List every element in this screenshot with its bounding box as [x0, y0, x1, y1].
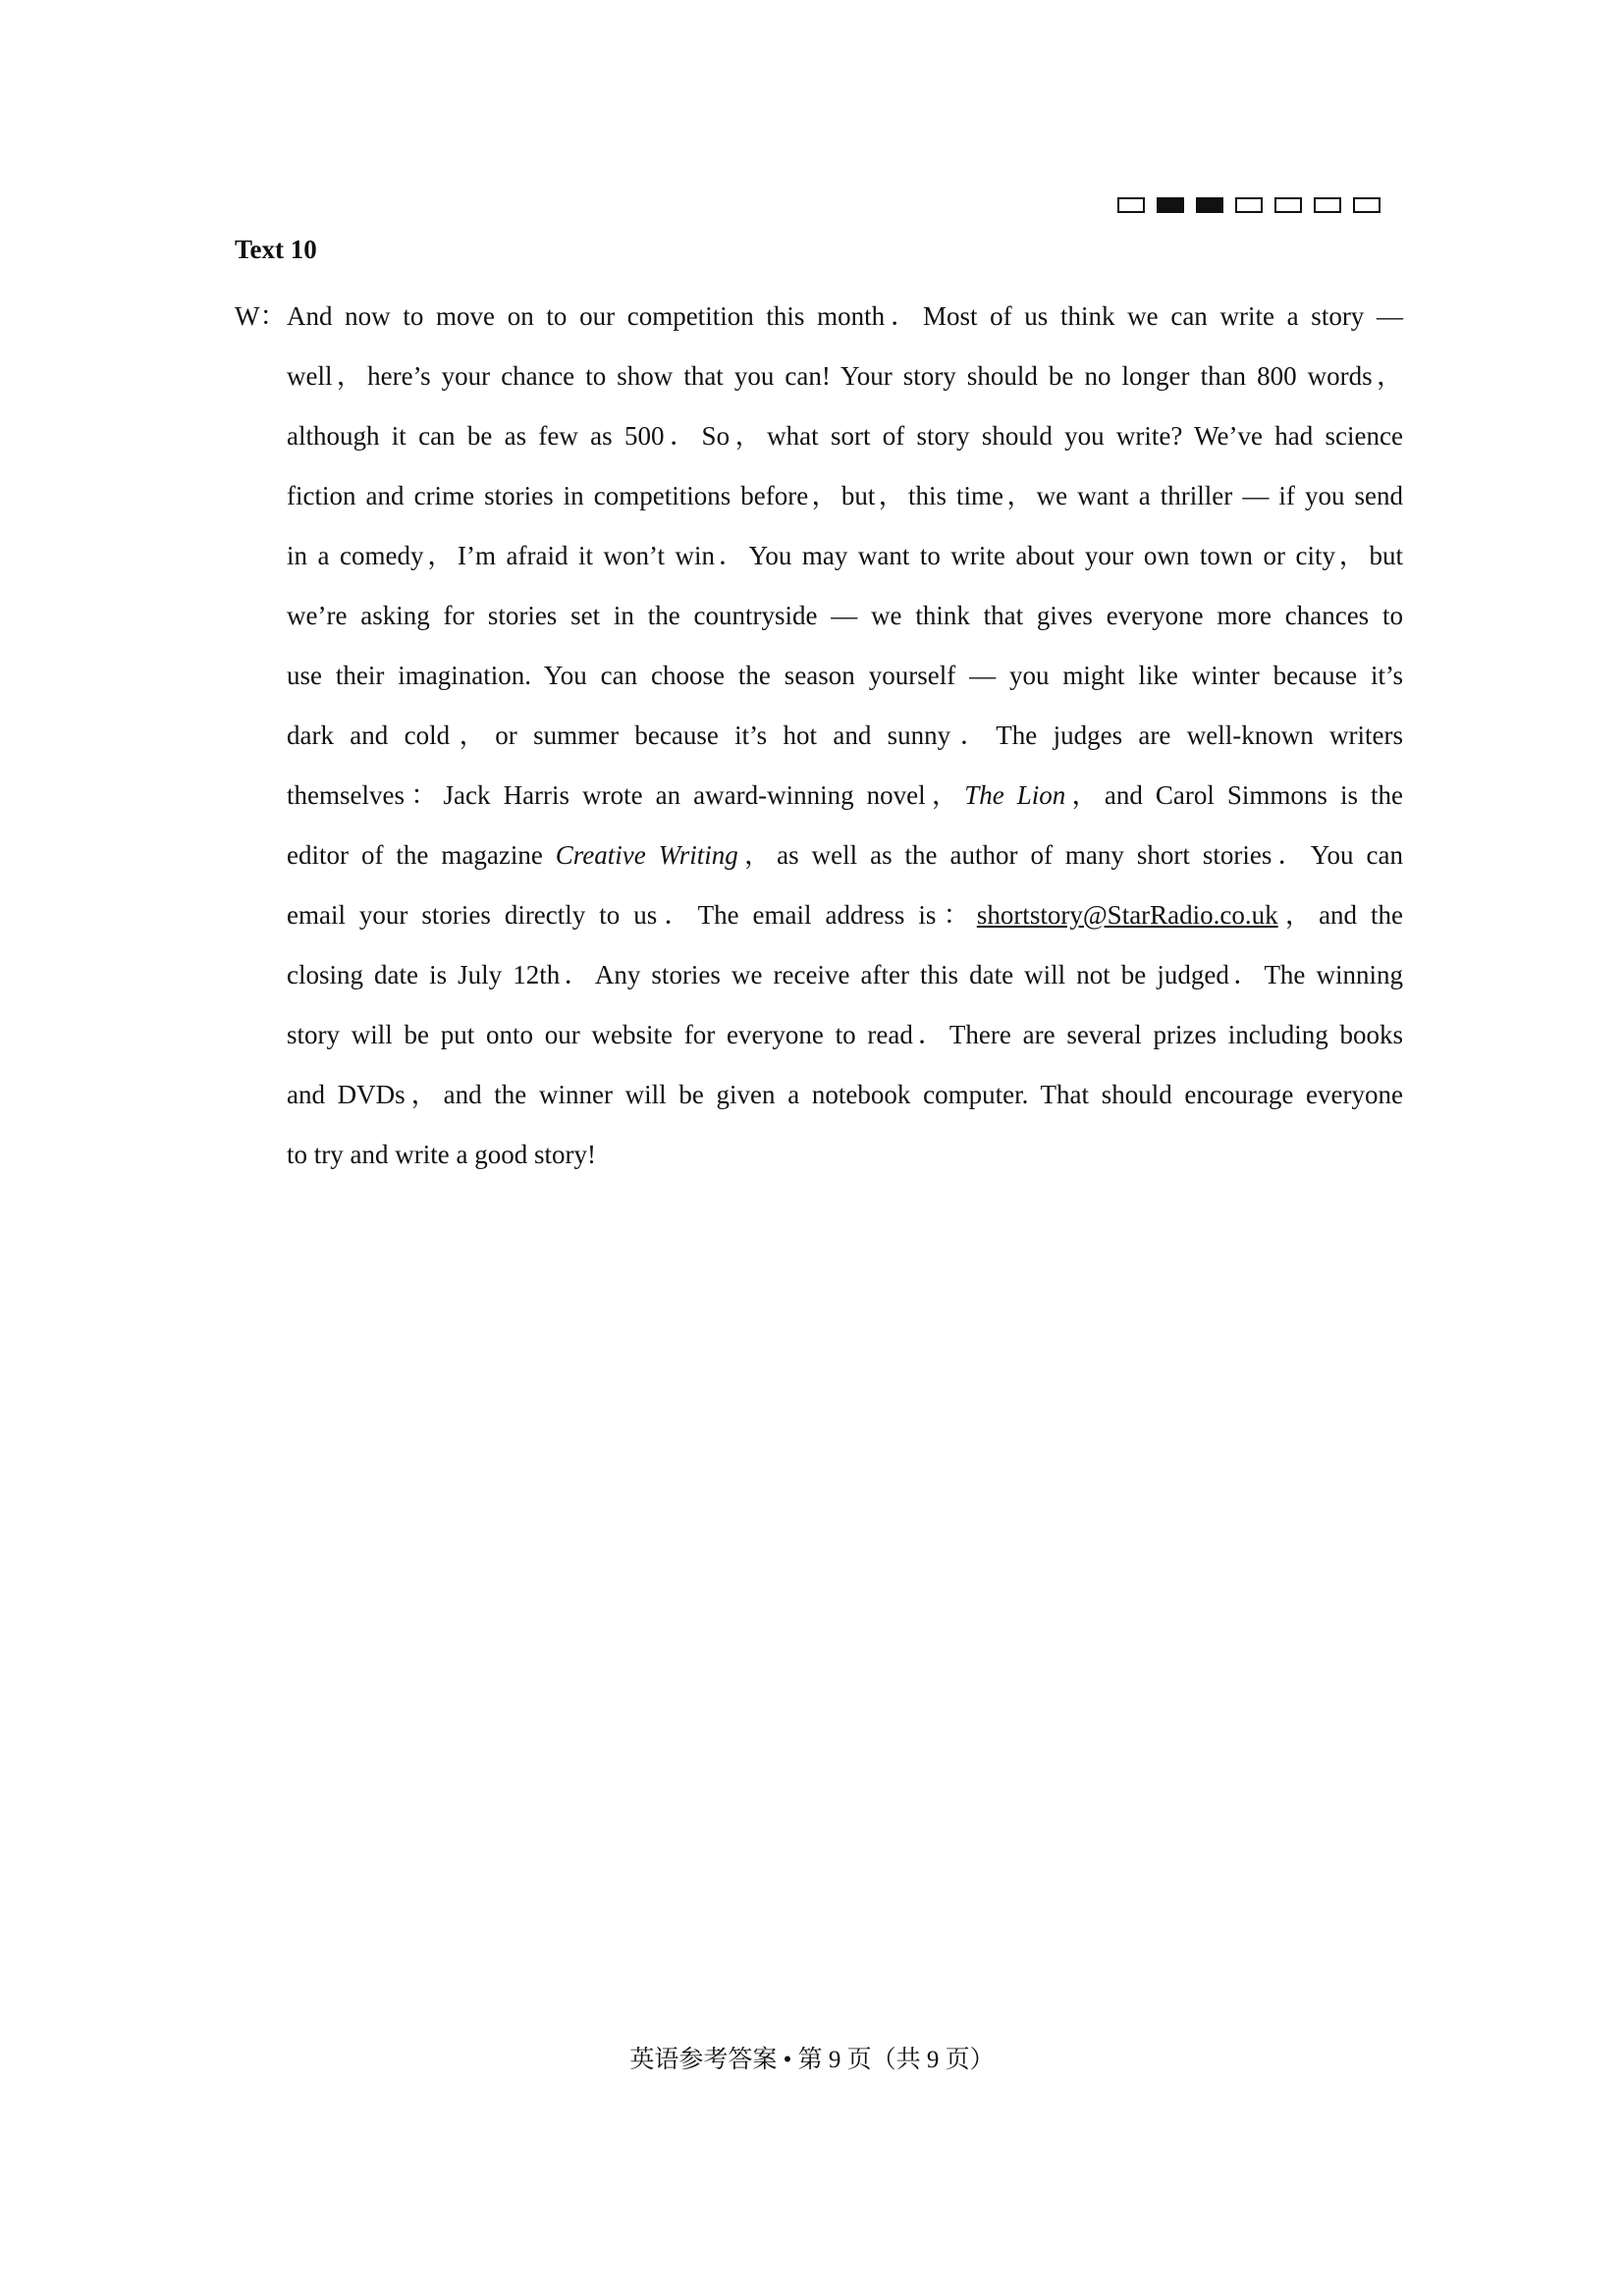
text-segment: ，and the [1277, 900, 1403, 930]
text-segment: ，and Carol Simmons is the [1065, 780, 1403, 810]
page-mark-empty [1314, 197, 1341, 213]
page-mark-empty [1274, 197, 1302, 213]
speaker-label: W： [235, 301, 287, 331]
page-mark-empty [1353, 197, 1380, 213]
text-segment: themselves：Jack Harris wrote an award-winning novel， [287, 780, 965, 810]
transcript-line [287, 706, 1403, 766]
transcript-line [287, 885, 1403, 945]
text-segment: story will be put onto our website for everyone to read．There are several prizes including books [287, 1020, 1403, 1049]
transcript-line [287, 766, 1403, 826]
transcript-line [287, 526, 1403, 586]
page-footer: 英语参考答案 • 第 9 页（共 9 页） [629, 2047, 995, 2073]
text-segment: use their imagination. You can choose the season yourself — you might like winter because it’s [287, 661, 1403, 690]
dialogue-transcript [235, 287, 1403, 1185]
text-segment: closing date is July 12th．Any stories we receive after this date will not be judged．The winning [287, 960, 1403, 989]
text-segment: fiction and crime stories in competitions before，but，this time，we want a thriller — if you send [287, 481, 1403, 510]
title-text: The Lion [964, 780, 1066, 810]
transcript-line [287, 1005, 1403, 1065]
page-marks [1117, 197, 1380, 213]
transcript-line [287, 466, 1403, 526]
text-segment: editor of the magazine [287, 840, 556, 870]
text-segment: and DVDs，and the winner will be given a notebook computer. That should encourage everyone [287, 1080, 1403, 1109]
section-title: Text 10 [235, 235, 317, 264]
title-text: Creative Writing [555, 840, 738, 870]
text-segment: email your stories directly to us．The email address is： [287, 900, 977, 930]
transcript-line [287, 945, 1403, 1005]
transcript-line [287, 406, 1403, 466]
email-address: shortstory@StarRadio.co.uk [976, 900, 1278, 930]
transcript-line [287, 826, 1403, 885]
text-segment: ，as well as the author of many short stories．You can [737, 840, 1403, 870]
text-segment: well，here’s your chance to show that you can! Your story should be no longer than 800 words， [287, 361, 1403, 391]
text-segment: And now to move on to our competition this month．Most of us think we can write a story — [287, 301, 1403, 331]
transcript-line [287, 586, 1403, 646]
transcript-line [287, 1125, 1403, 1185]
page-mark-empty [1235, 197, 1263, 213]
text-segment: although it can be as few as 500．So，what sort of story should you write? We’ve had science [287, 421, 1403, 451]
transcript-line [287, 646, 1403, 706]
text-segment: to try and write a good story! [287, 1140, 596, 1169]
text-segment: in a comedy，I’m afraid it won’t win．You may want to write about your own town or city，but [287, 541, 1403, 570]
transcript-text [287, 287, 1403, 1185]
transcript-line [287, 347, 1403, 406]
text-segment: dark and cold，or summer because it’s hot and sunny．The judges are well-known writers [287, 721, 1403, 750]
page-mark-filled [1196, 197, 1223, 213]
transcript-line [287, 287, 1403, 347]
page-mark-empty [1117, 197, 1145, 213]
text-segment: we’re asking for stories set in the countryside — we think that gives everyone more chances to [287, 601, 1403, 630]
transcript-line [287, 1065, 1403, 1125]
page-mark-filled [1157, 197, 1184, 213]
